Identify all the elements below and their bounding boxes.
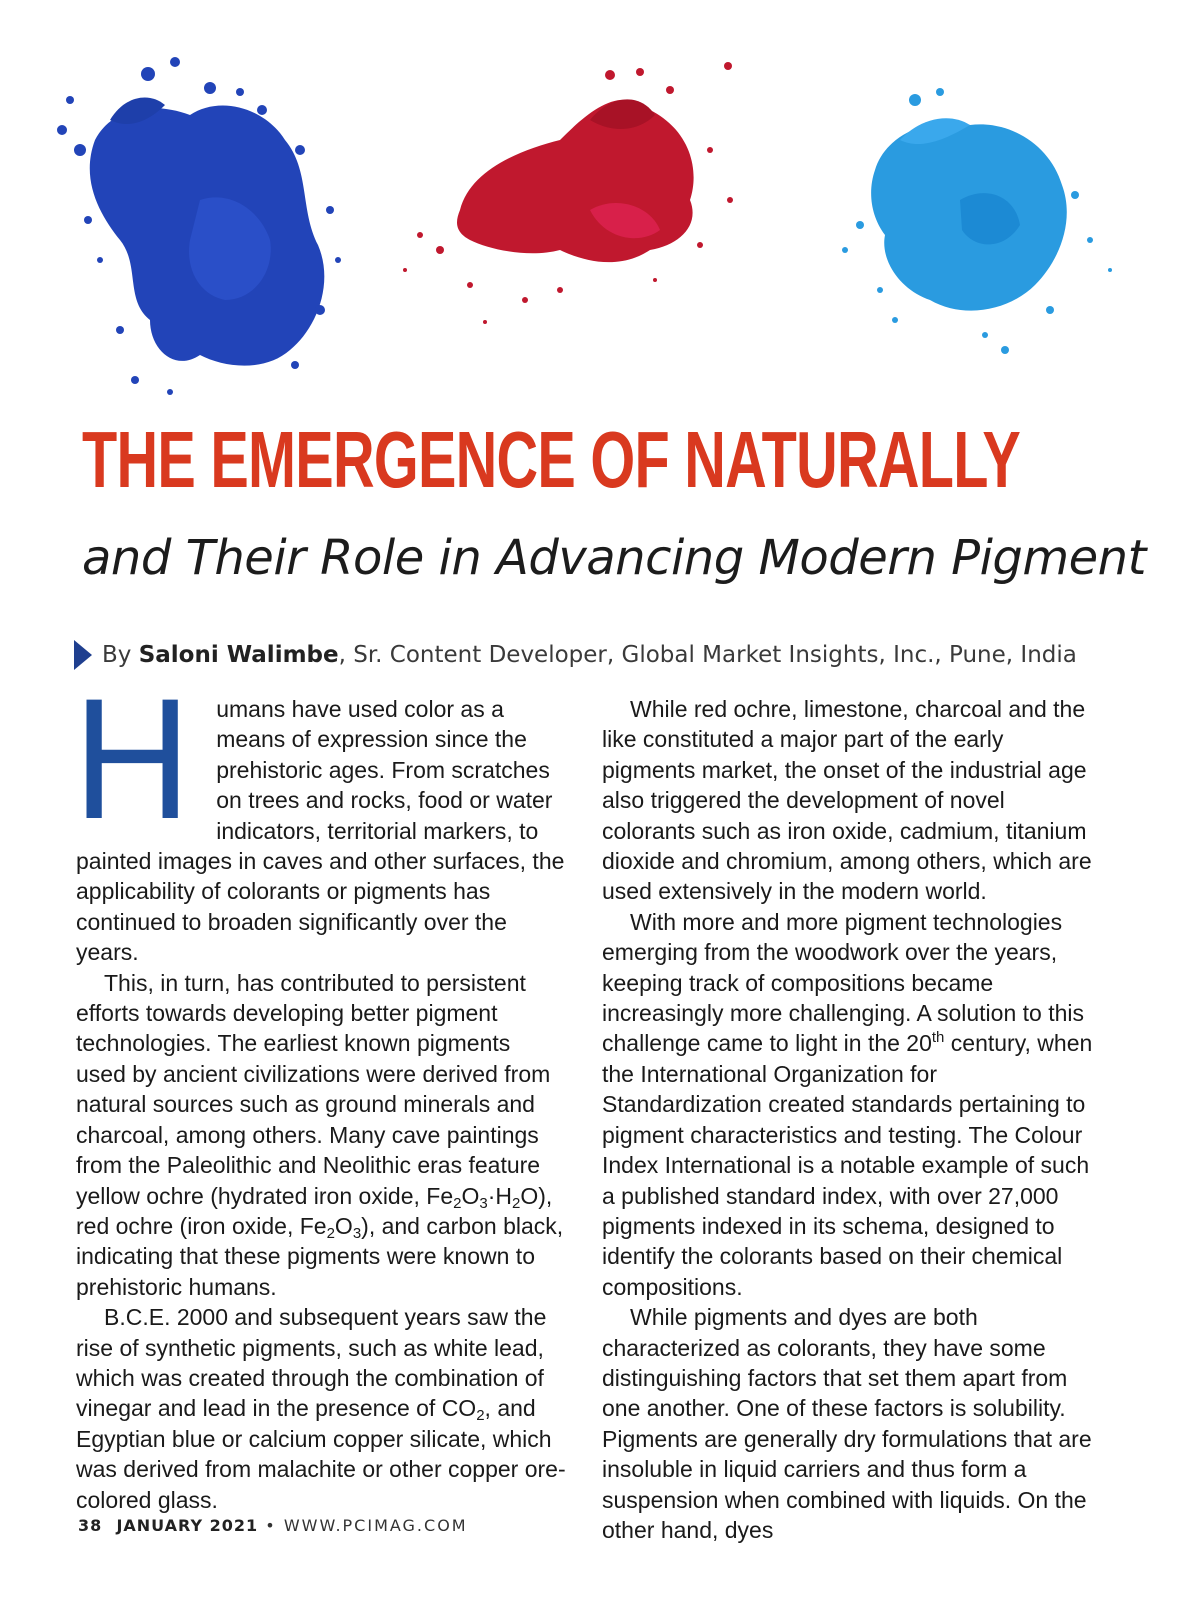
article-column-right <box>602 694 1102 1545</box>
subscript: 2 <box>476 1407 485 1425</box>
subscript: 2 <box>326 1224 335 1242</box>
paragraph-text: O), red ochre (iron oxide, Fe <box>76 1182 553 1239</box>
author-name: Saloni Walimbe <box>138 642 339 668</box>
paragraph <box>73 663 566 968</box>
byline <box>74 640 1077 670</box>
issue-date: JANUARY 2021 <box>116 1516 259 1535</box>
page-number: 38 <box>78 1516 103 1535</box>
byline-prefix: By <box>102 642 132 668</box>
pigment-powders-image <box>0 0 1200 420</box>
drop-cap: H <box>73 663 192 855</box>
paragraph-text: umans have used color as a means of expression since the prehistoric ages. From scratches on trees and rocks, food or water indicators, territorial markers, to painted images in caves and other surfaces, the applicability of colorants or pigments has continued to broaden significantly over the years. <box>76 696 565 966</box>
blue-pigment-pile <box>57 57 341 395</box>
paragraph <box>602 907 1102 1302</box>
subscript: 3 <box>479 1194 488 1212</box>
cyan-pigment-pile <box>842 88 1112 354</box>
paragraph <box>76 968 566 1302</box>
paragraph <box>76 1302 566 1515</box>
subscript: 2 <box>512 1194 521 1212</box>
author-affiliation: , Sr. Content Developer, Global Market Insights, Inc., Pune, India <box>338 642 1077 668</box>
paragraph-text: B.C.E. 2000 and subsequent years saw the rise of synthetic pigments, such as white lead, which was created through the combination of vinegar and lead in the presence of CO <box>76 1304 547 1422</box>
paragraph-text: O <box>334 1212 353 1239</box>
paragraph: While pigments and dyes are both characterized as colorants, they have some distinguishing factors that set them apart from one another. One of these factors is solubility. Pigments are generally dry formulations that are insoluble in liquid carriers and thus form a suspension when combined with liquids. On the other hand, dyes <box>602 1304 1092 1543</box>
paragraph-text: ·H <box>487 1182 512 1209</box>
paragraph: While red ochre, limestone, charcoal and the like constituted a major part of the early pigments market, the onset of the industrial age also triggered the development of novel colorants such as iron oxide, cadmium, titanium dioxide and chromium, among others, which are used extensively in the modern world. <box>602 696 1092 905</box>
article-title: THE EMERGENCE OF NATURALLY <box>82 415 1021 504</box>
paragraph-text: O <box>461 1182 480 1209</box>
subscript: 3 <box>352 1224 362 1242</box>
website-link[interactable]: WWW.PCIMAG.COM <box>283 1516 468 1535</box>
paragraph-text: With more and more pigment technologies emerging from the woodwork over the years, keeping track of compositions became increasingly more challenging. A solution to this challenge came to light in the 20 <box>602 908 1085 1057</box>
red-pigment-pile <box>403 62 733 324</box>
superscript: th <box>931 1029 945 1047</box>
article-subtitle: and Their Role in Advancing Modern Pigment <box>82 530 1146 586</box>
article-column-left <box>73 663 566 1515</box>
paragraph-text: century, when the International Organization for Standardization created standards pertaining to pigment characteristics and testing. The Colour Index International is a notable example of such a published standard index, with over 27,000 pigments indexed in its schema, designed to identify the colorants based on their chemical compositions. <box>602 1030 1093 1300</box>
paragraph-text: , and Egyptian blue or calcium copper silicate, which was derived from malachite or other copper ore-colored glass. <box>76 1395 566 1513</box>
paragraph-text: This, in turn, has contributed to persistent efforts towards developing better pigment technologies. The earliest known pigments used by ancient civilizations were derived from natural sources such as ground minerals and charcoal, among others. Many cave paintings from the Paleolithic and Neolithic eras feature yellow ochre (hydrated iron oxide, Fe <box>76 969 551 1209</box>
subscript: 2 <box>453 1194 462 1212</box>
page-footer <box>78 1516 468 1535</box>
paragraph-text: ), and carbon black, indicating that these pigments were known to prehistoric humans. <box>76 1212 564 1300</box>
footer-separator: • <box>265 1516 277 1535</box>
